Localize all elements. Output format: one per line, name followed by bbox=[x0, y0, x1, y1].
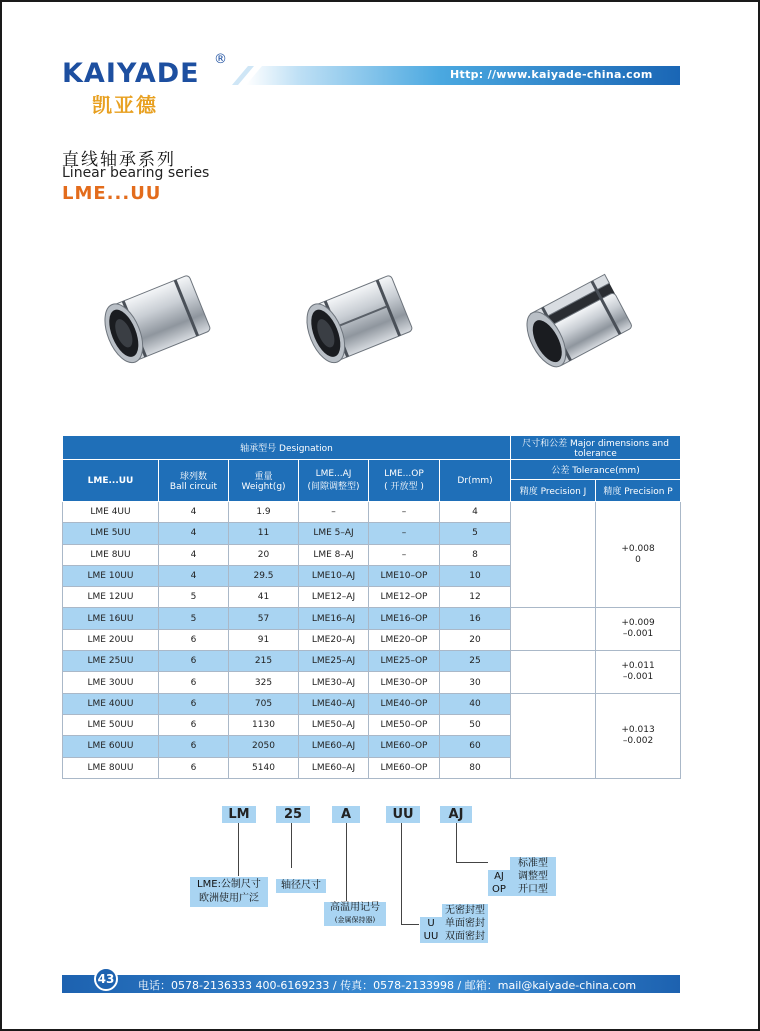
cell-aj-model: – bbox=[299, 502, 369, 523]
table-row bbox=[63, 502, 681, 523]
cell-aj-model: LME10–AJ bbox=[299, 565, 369, 586]
cell-dr: 60 bbox=[440, 736, 511, 757]
cell-aj-model: LME16–AJ bbox=[299, 608, 369, 629]
bearing-standard-image bbox=[92, 262, 222, 382]
precision-p-header: 精度 Precision P bbox=[596, 480, 681, 502]
cell-op-model: LME50–OP bbox=[369, 714, 440, 735]
cell-model: LME 4UU bbox=[63, 502, 159, 523]
cell-precision-j bbox=[511, 502, 596, 608]
cell-op-model: – bbox=[369, 523, 440, 544]
cell-weight: 57 bbox=[229, 608, 299, 629]
cell-weight: 11 bbox=[229, 523, 299, 544]
code-part-aj: AJ bbox=[440, 806, 472, 823]
contact-info: 电话：0578-2136333 400-6169233 / 传真：0578-2133998 / 邮箱：mail@kaiyade-china.com bbox=[138, 979, 637, 992]
shaft-diameter-label: 轴径尺寸 bbox=[276, 879, 326, 893]
connector-line bbox=[291, 823, 292, 868]
cell-ball-circuit: 4 bbox=[159, 502, 229, 523]
code-part-uu: UU bbox=[386, 806, 420, 823]
cell-ball-circuit: 6 bbox=[159, 693, 229, 714]
col-op-header: LME...OP ( 开放型 ) bbox=[369, 460, 440, 502]
cell-weight: 1130 bbox=[229, 714, 299, 735]
cell-op-model: LME60–OP bbox=[369, 757, 440, 778]
table-body bbox=[63, 502, 681, 779]
code-part-a: A bbox=[332, 806, 360, 823]
cell-ball-circuit: 6 bbox=[159, 629, 229, 650]
cell-dr: 12 bbox=[440, 587, 511, 608]
cell-dr: 80 bbox=[440, 757, 511, 778]
dimensions-table bbox=[62, 435, 681, 779]
cell-weight: 20 bbox=[229, 544, 299, 565]
bearing-open-image bbox=[512, 262, 647, 382]
cell-model: LME 20UU bbox=[63, 629, 159, 650]
cell-op-model: LME10–OP bbox=[369, 565, 440, 586]
brand-logo: KAIYADE bbox=[62, 58, 200, 89]
cell-weight: 29.5 bbox=[229, 565, 299, 586]
cell-aj-model: LME25–AJ bbox=[299, 651, 369, 672]
cell-precision-j bbox=[511, 693, 596, 778]
cell-model: LME 25UU bbox=[63, 651, 159, 672]
code-part-size: 25 bbox=[276, 806, 310, 823]
connector-line bbox=[456, 862, 488, 863]
cell-ball-circuit: 6 bbox=[159, 757, 229, 778]
cell-aj-model: LME20–AJ bbox=[299, 629, 369, 650]
dimensions-header: 尺寸和公差 Major dimensions and tolerance bbox=[511, 436, 681, 460]
cell-dr: 30 bbox=[440, 672, 511, 693]
table-row bbox=[63, 693, 681, 714]
cell-model: LME 10UU bbox=[63, 565, 159, 586]
cell-model: LME 8UU bbox=[63, 544, 159, 565]
precision-j-header: 精度 Precision J bbox=[511, 480, 596, 502]
cell-weight: 705 bbox=[229, 693, 299, 714]
cell-weight: 5140 bbox=[229, 757, 299, 778]
cell-op-model: LME40–OP bbox=[369, 693, 440, 714]
cell-ball-circuit: 6 bbox=[159, 672, 229, 693]
series-title-en: Linear bearing series bbox=[62, 165, 210, 181]
cell-aj-model: LME60–AJ bbox=[299, 736, 369, 757]
table-row bbox=[63, 608, 681, 629]
table-row bbox=[63, 651, 681, 672]
type-option: 标准型 bbox=[488, 857, 556, 870]
cell-model: LME 80UU bbox=[63, 757, 159, 778]
cell-model: LME 30UU bbox=[63, 672, 159, 693]
brand-logo-cn: 凯亚德 bbox=[92, 93, 158, 117]
cell-op-model: LME60–OP bbox=[369, 736, 440, 757]
cell-op-model: LME30–OP bbox=[369, 672, 440, 693]
cell-aj-model: LME 8–AJ bbox=[299, 544, 369, 565]
cell-precision-p: +0.011 –0.001 bbox=[596, 651, 681, 694]
cell-model: LME 40UU bbox=[63, 693, 159, 714]
metric-size-label: LME:公制尺寸 欧洲使用广泛 bbox=[190, 877, 268, 907]
cell-dr: 16 bbox=[440, 608, 511, 629]
cell-model: LME 60UU bbox=[63, 736, 159, 757]
cell-aj-model: LME40–AJ bbox=[299, 693, 369, 714]
cell-ball-circuit: 5 bbox=[159, 587, 229, 608]
cell-ball-circuit: 6 bbox=[159, 651, 229, 672]
series-title-cn: 直线轴承系列 bbox=[62, 150, 176, 170]
bearing-adjustable-image bbox=[294, 262, 424, 382]
cell-ball-circuit: 6 bbox=[159, 736, 229, 757]
cell-aj-model: LME30–AJ bbox=[299, 672, 369, 693]
col-dr-header: Dr(mm) bbox=[440, 460, 511, 502]
cell-weight: 215 bbox=[229, 651, 299, 672]
cell-op-model: LME16–OP bbox=[369, 608, 440, 629]
cell-dr: 8 bbox=[440, 544, 511, 565]
cell-aj-model: LME 5–AJ bbox=[299, 523, 369, 544]
seal-option: 无密封型 bbox=[420, 904, 488, 917]
cell-ball-circuit: 6 bbox=[159, 714, 229, 735]
cell-dr: 25 bbox=[440, 651, 511, 672]
cell-weight: 325 bbox=[229, 672, 299, 693]
page-number: 43 bbox=[94, 967, 118, 991]
series-model: LME...UU bbox=[62, 183, 162, 204]
registered-mark: ® bbox=[214, 52, 227, 67]
col-model-header: LME...UU bbox=[63, 460, 159, 502]
cell-op-model: LME12–OP bbox=[369, 587, 440, 608]
cell-aj-model: LME50–AJ bbox=[299, 714, 369, 735]
code-part-lm: LM bbox=[222, 806, 256, 823]
connector-line bbox=[401, 823, 402, 925]
cell-weight: 1.9 bbox=[229, 502, 299, 523]
cell-precision-j bbox=[511, 608, 596, 651]
cell-model: LME 5UU bbox=[63, 523, 159, 544]
cell-precision-j bbox=[511, 651, 596, 694]
cell-op-model: LME20–OP bbox=[369, 629, 440, 650]
cell-dr: 50 bbox=[440, 714, 511, 735]
cell-precision-p: +0.013 –0.002 bbox=[596, 693, 681, 778]
cell-ball-circuit: 5 bbox=[159, 608, 229, 629]
cell-op-model: LME25–OP bbox=[369, 651, 440, 672]
connector-line bbox=[456, 823, 457, 863]
high-temp-label: 高温用记号 (金属保持器) bbox=[324, 902, 386, 926]
tolerance-header: 公差 Tolerance(mm) bbox=[511, 460, 681, 480]
cell-dr: 4 bbox=[440, 502, 511, 523]
cell-dr: 5 bbox=[440, 523, 511, 544]
cell-ball-circuit: 4 bbox=[159, 544, 229, 565]
seal-option: U 单面密封 bbox=[420, 917, 488, 930]
cell-op-model: – bbox=[369, 502, 440, 523]
seal-option: UU 双面密封 bbox=[420, 930, 488, 943]
cell-weight: 41 bbox=[229, 587, 299, 608]
connector-line bbox=[401, 924, 419, 925]
cell-model: LME 12UU bbox=[63, 587, 159, 608]
cell-aj-model: LME12–AJ bbox=[299, 587, 369, 608]
type-option: OP 开口型 bbox=[488, 883, 556, 896]
cell-dr: 40 bbox=[440, 693, 511, 714]
cell-model: LME 50UU bbox=[63, 714, 159, 735]
connector-line bbox=[346, 823, 347, 901]
cell-precision-p: +0.008 0 bbox=[596, 502, 681, 608]
cell-ball-circuit: 4 bbox=[159, 523, 229, 544]
cell-dr: 20 bbox=[440, 629, 511, 650]
cell-model: LME 16UU bbox=[63, 608, 159, 629]
cell-weight: 2050 bbox=[229, 736, 299, 757]
cell-op-model: – bbox=[369, 544, 440, 565]
col-ball-header: 球列数 Ball circuit bbox=[159, 460, 229, 502]
type-option: AJ 调整型 bbox=[488, 870, 556, 883]
connector-line bbox=[238, 823, 239, 876]
cell-weight: 91 bbox=[229, 629, 299, 650]
col-aj-header: LME...AJ (间隙调整型) bbox=[299, 460, 369, 502]
cell-dr: 10 bbox=[440, 565, 511, 586]
website-url[interactable]: Http: //www.kaiyade-china.com bbox=[450, 68, 653, 81]
col-weight-header: 重量 Weight(g) bbox=[229, 460, 299, 502]
cell-aj-model: LME60–AJ bbox=[299, 757, 369, 778]
cell-ball-circuit: 4 bbox=[159, 565, 229, 586]
cell-precision-p: +0.009 –0.001 bbox=[596, 608, 681, 651]
designation-header: 轴承型号 Designation bbox=[63, 436, 511, 460]
